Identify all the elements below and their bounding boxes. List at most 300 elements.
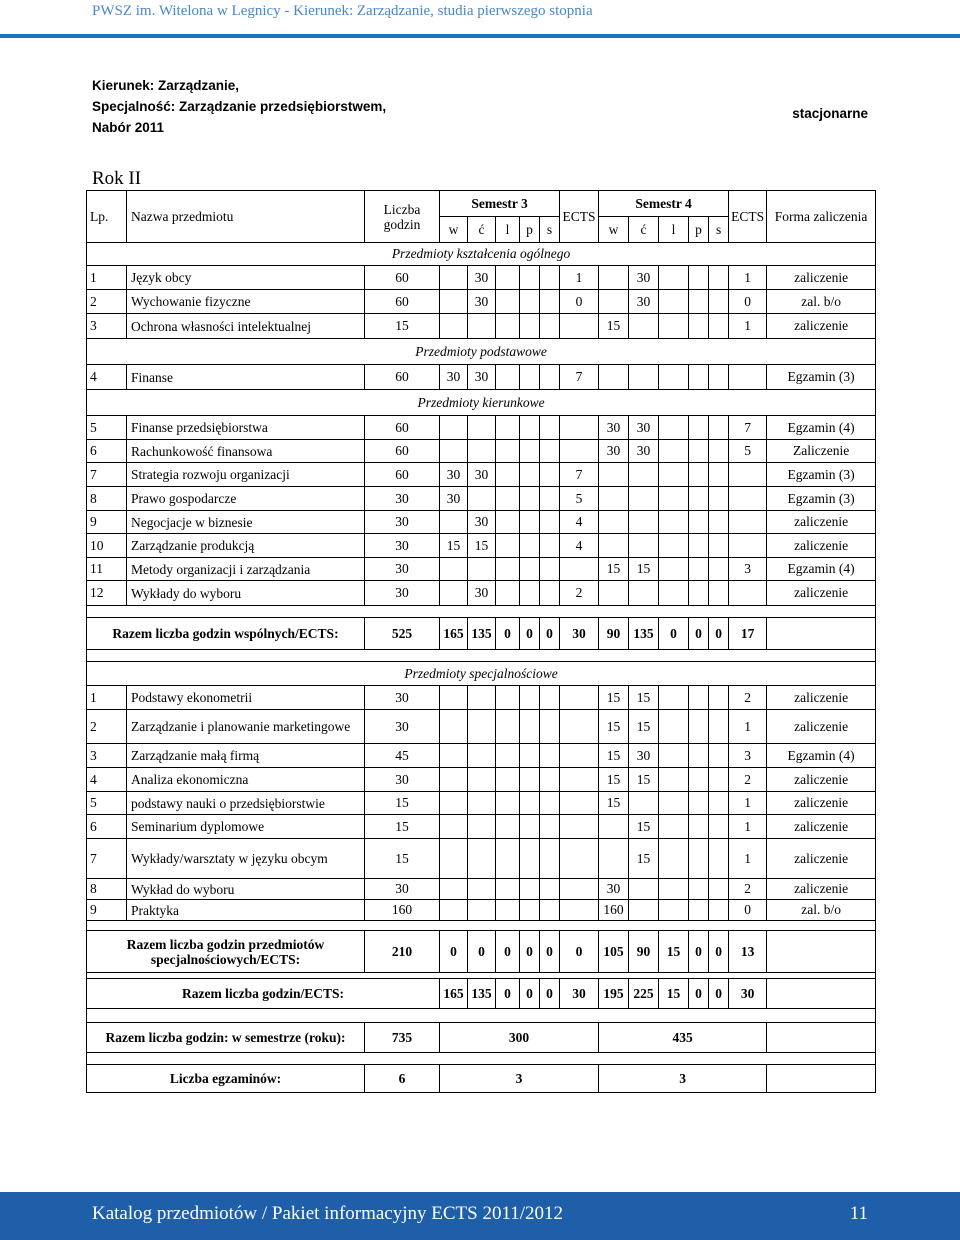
program-info [92,75,386,138]
subject-row [87,463,876,487]
sub-p: p [689,217,709,243]
form-cell: Egzamin (3) [767,365,876,390]
section-title: Przedmioty podstawowe [87,339,876,365]
sem4-cell [689,744,709,768]
hours-cell: 15 [365,815,440,839]
total-ects4: 30 [729,979,767,1009]
sem3-cell [496,792,520,815]
total-sem4-cell: 0 [659,618,689,650]
sem4-cell [629,511,659,534]
section-row [87,339,876,365]
sem3-cell [520,792,540,815]
spacer-row [87,1053,876,1065]
sem3-cell [520,768,540,792]
spacer-cell [87,650,876,662]
hours-cell: 30 [365,710,440,744]
hours-cell: 30 [365,879,440,900]
sem3-cell [540,710,560,744]
sem3-cell [468,839,496,879]
hours-cell: 60 [365,416,440,440]
sem4-cell [659,879,689,900]
total-form-empty [767,618,876,650]
sem3-cell [540,768,560,792]
sub-p: p [520,217,540,243]
ects4-cell [729,581,767,606]
ects4-cell: 1 [729,710,767,744]
sem3-cell: 30 [440,487,468,511]
summary-sem4: 3 [599,1065,767,1093]
total-common-row [87,618,876,650]
sem3-cell [540,792,560,815]
total-ects3: 0 [560,931,599,973]
subject-name: Wykłady do wyboru [127,581,365,606]
sem4-cell [709,314,729,339]
hours-cell: 15 [365,314,440,339]
sem4-cell [659,511,689,534]
ects3-cell: 4 [560,511,599,534]
subject-row [87,290,876,314]
spacer-row [87,1009,876,1023]
sem3-cell [496,879,520,900]
hours-cell: 30 [365,511,440,534]
sem4-cell: 30 [599,440,629,463]
ects3-cell: 7 [560,365,599,390]
total-ects4: 13 [729,931,767,973]
sem3-cell [468,314,496,339]
lp-cell: 10 [87,534,127,558]
lp-cell: 9 [87,511,127,534]
sem4-cell [689,815,709,839]
sem4-cell [659,487,689,511]
ects4-cell [729,534,767,558]
sem4-cell [629,534,659,558]
summary-sem4: 435 [599,1023,767,1053]
form-cell: zaliczenie [767,792,876,815]
total-sem3-cell: 0 [520,931,540,973]
total-sem3-cell: 0 [440,931,468,973]
sub-w: w [599,217,629,243]
sem3-cell [468,487,496,511]
subject-name: Prawo gospodarcze [127,487,365,511]
sem3-cell [496,511,520,534]
sub-l: l [659,217,689,243]
sem3-cell [520,290,540,314]
sem4-cell: 15 [599,314,629,339]
sem4-cell [629,581,659,606]
sem4-cell [659,290,689,314]
sem4-cell [659,365,689,390]
sem4-cell [599,511,629,534]
sem3-cell [496,440,520,463]
sem4-cell: 15 [629,686,659,710]
subject-row [87,511,876,534]
sem4-cell [709,266,729,290]
subject-name: Język obcy [127,266,365,290]
sem3-cell [520,440,540,463]
subject-row [87,314,876,339]
sem3-cell [540,463,560,487]
subject-name: Rachunkowość finansowa [127,440,365,463]
sem3-cell: 30 [468,463,496,487]
total-sem3-cell: 135 [468,979,496,1009]
sem3-cell: 30 [440,463,468,487]
sem3-cell [496,710,520,744]
sem3-cell [520,710,540,744]
ects4-cell [729,511,767,534]
ects3-cell [560,815,599,839]
lp-cell: 6 [87,440,127,463]
lp-cell: 1 [87,686,127,710]
spacer-row [87,650,876,662]
form-cell: zaliczenie [767,686,876,710]
lp-cell: 4 [87,365,127,390]
sem4-cell [689,463,709,487]
col-hours: Liczba godzin [365,191,440,243]
hours-cell: 60 [365,463,440,487]
form-cell: zaliczenie [767,839,876,879]
curriculum-table [86,190,876,1093]
sem4-cell [709,815,729,839]
sem3-cell [468,558,496,581]
sem4-cell [689,416,709,440]
sem3-cell [540,416,560,440]
lp-cell: 11 [87,558,127,581]
col-semester3: Semestr 3 [440,191,560,217]
sem4-cell [659,686,689,710]
sem4-cell [629,463,659,487]
total-hours: 525 [365,618,440,650]
subject-name: Wychowanie fizyczne [127,290,365,314]
sem3-cell [520,744,540,768]
sem4-cell: 15 [599,686,629,710]
summary-empty [767,1023,876,1053]
sem4-cell: 15 [599,792,629,815]
sub-c: ć [468,217,496,243]
header-title: PWSZ im. Witelona w Legnicy - Kierunek: Zarządzanie, studia pierwszego stopnia [92,3,593,19]
lp-cell: 3 [87,744,127,768]
hours-cell: 45 [365,744,440,768]
sem4-cell [709,900,729,921]
ects4-cell [729,365,767,390]
total-sem4-cell: 225 [629,979,659,1009]
subject-row [87,879,876,900]
col-name: Nazwa przedmiotu [127,191,365,243]
sem4-cell [689,266,709,290]
hours-cell: 30 [365,487,440,511]
ects4-cell: 2 [729,686,767,710]
lp-cell: 1 [87,266,127,290]
sem3-cell: 30 [440,365,468,390]
total-sem4-cell: 0 [689,979,709,1009]
sem4-cell: 15 [629,839,659,879]
ects4-cell: 0 [729,290,767,314]
ects3-cell: 7 [560,463,599,487]
hours-cell: 15 [365,839,440,879]
summary-hours: 735 [365,1023,440,1053]
subject-name: Analiza ekonomiczna [127,768,365,792]
sem4-cell [599,290,629,314]
sem3-cell [540,558,560,581]
subject-row [87,839,876,879]
hours-cell: 30 [365,686,440,710]
sem3-cell [496,558,520,581]
ects3-cell [560,900,599,921]
sem4-cell [709,365,729,390]
sem3-cell [540,314,560,339]
sub-c: ć [629,217,659,243]
sem3-cell [496,534,520,558]
hours-cell: 30 [365,534,440,558]
total-sem3-cell: 0 [520,979,540,1009]
form-cell: zal. b/o [767,900,876,921]
total-label: Razem liczba godzin przedmiotów specjalnościowych/ECTS: [87,931,365,973]
section-row [87,390,876,416]
form-cell: zaliczenie [767,511,876,534]
sem4-cell [629,314,659,339]
footer-text: Katalog przedmiotów / Pakiet informacyjny ECTS 2011/2012 [92,1203,564,1224]
total-label: Razem liczba godzin wspólnych/ECTS: [87,618,365,650]
sem4-cell [689,686,709,710]
sem3-cell [440,792,468,815]
spacer-cell [87,606,876,618]
lp-cell: 6 [87,815,127,839]
sem3-cell [520,558,540,581]
total-sem3-cell: 0 [520,618,540,650]
form-cell: Egzamin (3) [767,463,876,487]
sem3-cell [496,416,520,440]
form-cell: zaliczenie [767,266,876,290]
hours-cell: 160 [365,900,440,921]
lp-cell: 8 [87,487,127,511]
sem4-cell [689,314,709,339]
sem4-cell [659,839,689,879]
sem4-cell [709,290,729,314]
sub-s: s [709,217,729,243]
sem4-cell [689,710,709,744]
sem4-cell [659,266,689,290]
subject-row [87,487,876,511]
summary-empty [767,1065,876,1093]
subject-name: Seminarium dyplomowe [127,815,365,839]
sem3-cell [468,815,496,839]
total-sem4-cell: 0 [709,931,729,973]
ects3-cell [560,416,599,440]
sem3-cell [440,710,468,744]
subject-row [87,815,876,839]
sem4-cell: 160 [599,900,629,921]
sem4-cell [689,581,709,606]
sem4-cell [709,534,729,558]
sem3-cell [440,440,468,463]
total-sem3-cell: 0 [496,931,520,973]
col-semester4: Semestr 4 [599,191,729,217]
total-sem3-cell: 0 [468,931,496,973]
sem3-cell: 30 [468,511,496,534]
total-sem3-cell: 165 [440,618,468,650]
sem4-cell [689,290,709,314]
total-sem4-cell: 105 [599,931,629,973]
total-sem3-cell: 165 [440,979,468,1009]
subject-name: Finanse przedsiębiorstwa [127,416,365,440]
lp-cell: 5 [87,792,127,815]
sem3-cell [440,416,468,440]
total-sem3-cell: 0 [540,931,560,973]
subject-name: Zarządzanie i planowanie marketingowe [127,710,365,744]
subject-name: Praktyka [127,900,365,921]
total-ects3: 30 [560,979,599,1009]
ects3-cell [560,314,599,339]
total-hours: 210 [365,931,440,973]
sem3-cell [540,839,560,879]
sub-s: s [540,217,560,243]
sem4-cell [659,768,689,792]
sem4-cell [689,511,709,534]
sem3-cell [520,416,540,440]
sem4-cell [689,839,709,879]
form-cell: zaliczenie [767,581,876,606]
total-form-empty [767,979,876,1009]
sem4-cell [659,416,689,440]
total-sem4-cell: 195 [599,979,629,1009]
sem3-cell [496,900,520,921]
sem3-cell [440,511,468,534]
sem4-cell [659,744,689,768]
sem4-cell [689,440,709,463]
program-field: Kierunek: Zarządzanie, [92,78,240,93]
sem3-cell [540,511,560,534]
sem3-cell [520,365,540,390]
sem4-cell [709,416,729,440]
sem3-cell [496,581,520,606]
sem3-cell [540,440,560,463]
summary-label: Liczba egzaminów: [87,1065,365,1093]
sem4-cell [659,581,689,606]
col-lp: Lp. [87,191,127,243]
sem4-cell [629,792,659,815]
subject-name: Strategia rozwoju organizacji [127,463,365,487]
hours-cell: 30 [365,581,440,606]
sem3-cell [496,463,520,487]
sem3-cell: 15 [468,534,496,558]
sem4-cell [709,879,729,900]
sem3-cell: 30 [468,266,496,290]
ects3-cell [560,558,599,581]
ects3-cell [560,792,599,815]
spacer-cell [87,921,876,931]
sem3-cell: 30 [468,365,496,390]
sem4-cell [709,839,729,879]
total-ects3: 30 [560,618,599,650]
sem3-cell [496,815,520,839]
sem4-cell: 15 [629,815,659,839]
sem3-cell [540,744,560,768]
sem4-cell [659,792,689,815]
study-mode: stacjonarne [792,106,868,121]
form-cell: Egzamin (4) [767,744,876,768]
sem3-cell [468,686,496,710]
subject-row [87,266,876,290]
lp-cell: 4 [87,768,127,792]
ects3-cell: 0 [560,290,599,314]
form-cell: Egzamin (4) [767,558,876,581]
subject-row [87,440,876,463]
sem4-cell [709,792,729,815]
ects4-cell: 7 [729,416,767,440]
subject-row [87,365,876,390]
ects4-cell [729,487,767,511]
curriculum-body [87,191,876,1093]
lp-cell: 8 [87,879,127,900]
sem4-cell [709,558,729,581]
lp-cell: 12 [87,581,127,606]
form-cell: zaliczenie [767,710,876,744]
sem4-cell: 15 [629,710,659,744]
lp-cell: 2 [87,290,127,314]
sem4-cell [709,487,729,511]
sem4-cell [599,365,629,390]
subject-row [87,534,876,558]
total-all-row [87,979,876,1009]
sem3-cell [520,815,540,839]
sem3-cell [520,581,540,606]
form-cell: zaliczenie [767,768,876,792]
total-sem4-cell: 90 [599,618,629,650]
sem3-cell [496,266,520,290]
subject-row [87,581,876,606]
ects3-cell: 5 [560,487,599,511]
sem3-cell [540,487,560,511]
spacer-row [87,606,876,618]
ects4-cell: 1 [729,314,767,339]
ects4-cell: 1 [729,266,767,290]
sem4-cell [689,768,709,792]
year-label: Rok II [92,168,142,189]
sem4-cell: 30 [629,266,659,290]
ects4-cell: 0 [729,900,767,921]
sem4-cell: 15 [629,768,659,792]
sem4-cell [659,314,689,339]
sem3-cell [440,314,468,339]
sem4-cell [709,440,729,463]
sem4-cell [599,487,629,511]
sem3-cell [540,581,560,606]
subject-row [87,792,876,815]
form-cell: Zaliczenie [767,440,876,463]
sem3-cell [496,314,520,339]
sem3-cell [440,290,468,314]
sem4-cell: 30 [599,416,629,440]
sub-w: w [440,217,468,243]
sem3-cell [540,900,560,921]
ects4-cell: 3 [729,744,767,768]
total-label: Razem liczba godzin/ECTS: [87,979,440,1009]
spacer-cell [87,1053,876,1065]
sem3-cell [520,463,540,487]
lp-cell: 5 [87,416,127,440]
subject-name: Ochrona własności intelektualnej [127,314,365,339]
total-sem4-cell: 0 [689,931,709,973]
program-specialty: Specjalność: Zarządzanie przedsiębiorstwem, [92,99,387,114]
subject-name: Wykłady/warsztaty w języku obcym [127,839,365,879]
lp-cell: 7 [87,463,127,487]
sem4-cell [659,558,689,581]
sem4-cell: 30 [629,416,659,440]
subject-row [87,900,876,921]
page-header [0,0,960,38]
total-sem3-cell: 0 [496,618,520,650]
sem3-cell: 30 [468,581,496,606]
ects3-cell [560,686,599,710]
